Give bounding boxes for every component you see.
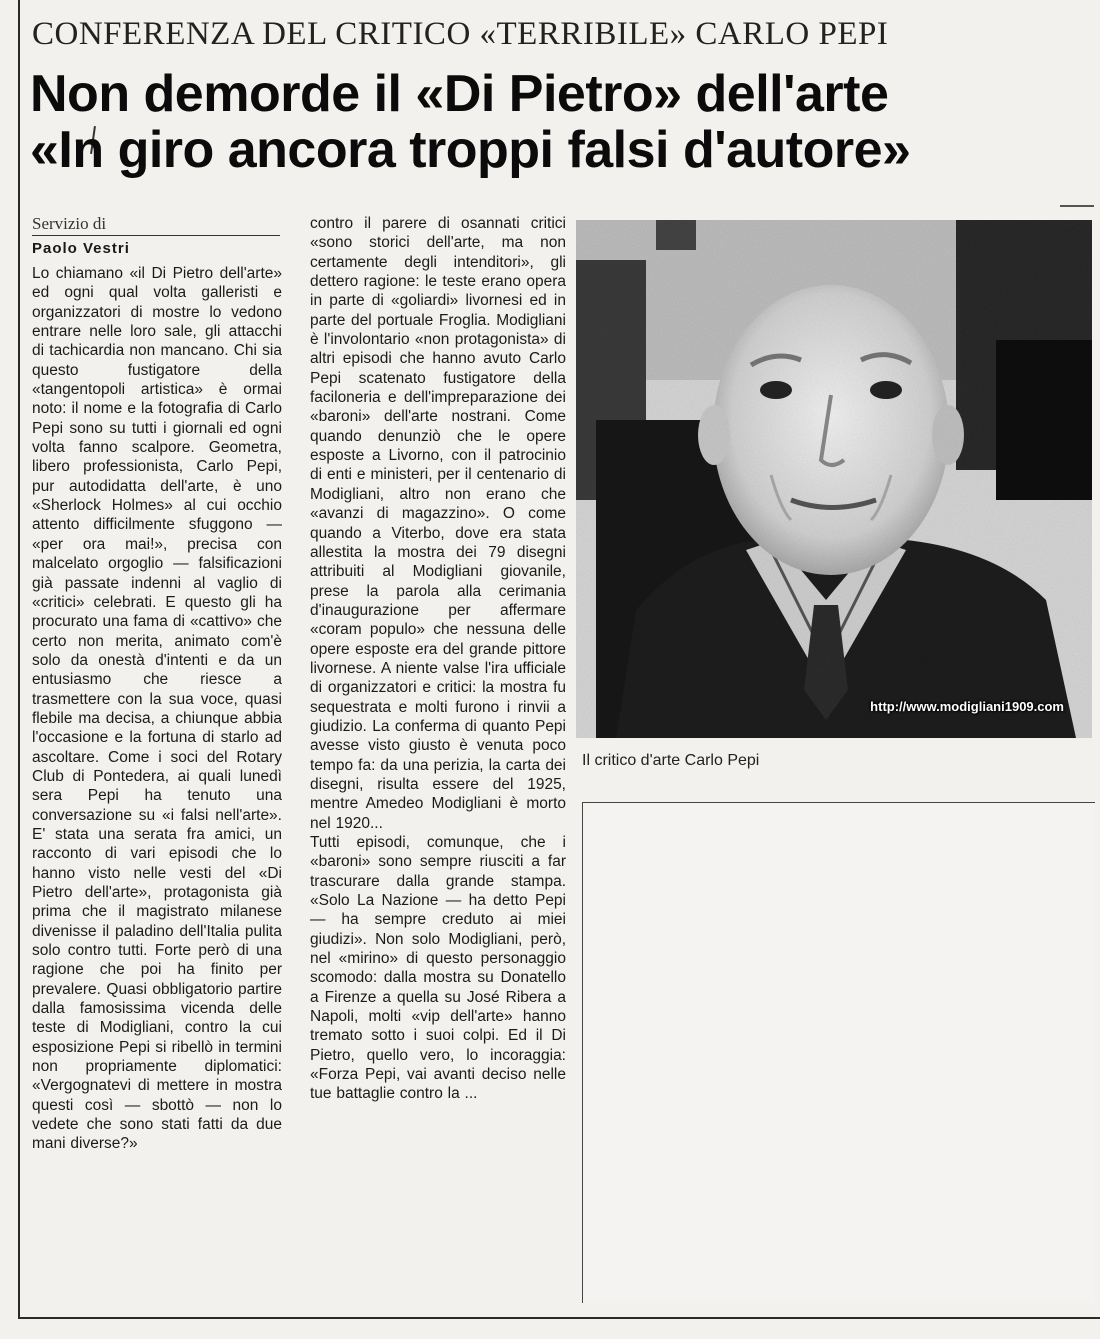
column-2-paragraph-1: contro il parere di osannati critici «sono storici dell'arte, ma non certamente degli intenditori», gli dettero ragione: le teste erano opera in parte di «goliardi» livornesi ed in parte del portuale Froglia. Modigliani è l'involontario «non protagonista» di altri episodi che hanno avuto Carlo Pepi scatenato fustigatore della faciloneria e dell'impreparazione dei «baroni» dell'arte nostrani. Come quando denunziò che le opere esposte a Livorno, con il patrocinio di enti e ministeri, per il centenario di Modigliani, altro non erano che «avanzi di magazzino». O come quando a Viterbo, dove era stata allestita la mostra dei 79 disegni attribuiti al Modigliani giovanile, prese la parola alla cerimania d'inaugurazione per affermare «coram populo» che nessuna delle opere esposte era del grande pittore livornese. A niente valse l'ira ufficiale di organizzatori e critici: la mostra fu sequestrata e molti furono i rinvii a giudizio. La conferma di quanto Pepi avesse visto giusto è venuta poco tempo fa: da una perizia, la carta dei disegni, risulta essere del 1925, mentre Amedeo Modigliani è morto nel 1920... xyxy=(310,215,566,832)
article-column-1 xyxy=(32,264,282,1154)
pen-mark xyxy=(1060,205,1094,207)
column-2-paragraph-2: Tutti episodi, comunque, che i «baroni» sono sempre riusciti a far trascurare dalla grande stampa. «Solo La Nazione — ha detto Pepi — ha sempre creduto ai miei giudizi». Non solo Modigliani, però, nel «mirino» di questo personaggio scomodo: dalla mostra su Donatello a Firenze a quella su José Ribera a Napoli, molti «vip dell'arte» hanno tremato sotto i suoi colpi. Ed il Di Pietro, quello vero, lo incoraggia: «Forza Pepi, vai avanti deciso nelle tue battaglie contro la ... xyxy=(310,834,566,1103)
empty-clipping-area xyxy=(582,802,1095,1303)
watermark-url: http://www.modigliani1909.com xyxy=(870,699,1064,714)
clipping-left-border xyxy=(18,0,20,1319)
photo-caption: Il critico d'arte Carlo Pepi xyxy=(582,752,760,769)
headline-line-2: «In giro ancora troppi falsi d'autore» xyxy=(30,121,911,179)
portrait-photo-icon xyxy=(576,220,1092,738)
headline-line-1: Non demorde il «Di Pietro» dell'arte xyxy=(30,65,889,123)
byline-label: Servizio di xyxy=(32,214,280,236)
article-headline xyxy=(30,66,1090,178)
article-kicker: CONFERENZA DEL CRITICO «TERRIBILE» CARLO PEPI xyxy=(32,16,889,52)
article-column-2 xyxy=(310,214,566,1104)
column-1-text: Lo chiamano «il Di Pietro dell'arte» ed ogni qual volta galleristi e organizzatori di mostre lo vedono entrare nelle loro sale, gli attacchi di tachicardia non mancano. Chi sia questo fustigatore della «tangentopoli artistica» è ormai noto: il nome e la fotografia di Carlo Pepi sono su tutti i giornali ed ogni volta fanno scalpore. Geometra, libero professionista, Carlo Pepi, pur autodidatta dell'arte, è uno «Sherlock Holmes» al cui occhio attento difficilmente sfuggono — «per ora mai!», precisa con malcelato orgoglio — falsificazioni già passate indenni al vaglio di «critici» celebrati. E questo gli ha procurato una fama di «cattivo» che certo non merita, animato com'è solo da onestà d'intenti e da un entusiasmo che riesce a trasmettere con la sua voce, quasi flebile ma decisa, a chiunque abbia l'occasione e la fortuna di starlo ad ascoltare. Come i soci del Rotary Club di Pontedera, ai quali lunedì sera Pepi ha tenuto una conversazione su «i falsi nell'arte». E' stata una serata fra amici, un racconto di vari episodi che lo hanno visto nelle vesti del «Di Pietro dell'arte», protagonista già prima che il magistrato milanese divenisse il paladino dell'Italia pulita solo contro tutti. Forte però di una ragione che poi ha finito per prevalere. Quasi obbligatorio partire dalla famosissima vicenda delle teste di Modigliani, contro la cui esposizione Pepi si ribellò in termini non propriamente diplomatici: «Vergognatevi di mettere in mostra questi così — sbottò — non lo vedete che sono stati fatti da due mani diverse?» xyxy=(32,265,282,1153)
byline-author: Paolo Vestri xyxy=(32,240,130,257)
clipping-bottom-border xyxy=(18,1317,1100,1319)
